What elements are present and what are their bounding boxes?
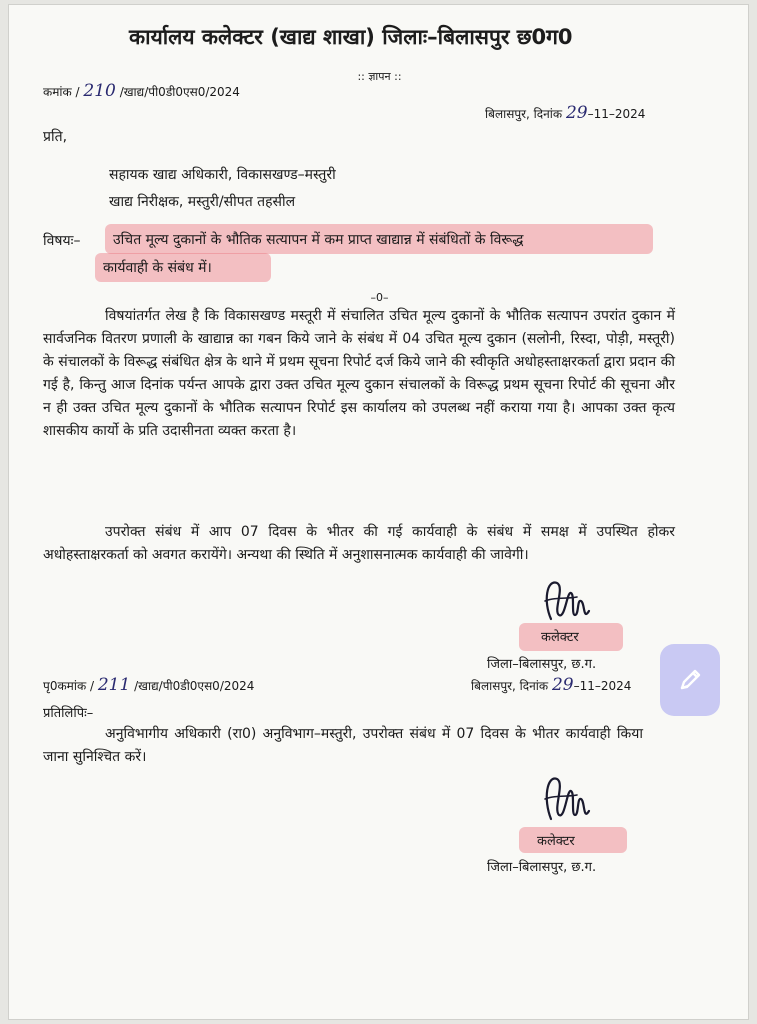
signature-1-title: कलेक्टर xyxy=(541,630,579,645)
reference-suffix: /खाद्य/पी0डी0एस0/2024 xyxy=(119,85,240,99)
office-title: कार्यालय कलेक्टर (खाद्य शाखा) जिलाः–बिलासपुर छ0ग0 xyxy=(129,25,573,49)
addressee-label: प्रति, xyxy=(43,129,68,145)
date-handwritten-day: 29 xyxy=(565,103,588,123)
pencil-icon xyxy=(675,665,705,695)
date-prefix: बिलासपुर, दिनांक xyxy=(485,107,563,121)
reference-prefix: कमांक xyxy=(43,85,72,99)
reference-date xyxy=(485,103,645,123)
body-paragraph-1: विषयांतर्गत लेख है कि विकासखण्ड मस्तूरी में संचालित उचित मूल्य दुकानों के भौतिक सत्यापन उपरांत दुकान में सार्वजनिक वितरण प्रणाली के खाद्यान्न का गबन किये जाने के संबंध में 04 उचित मूल्य दुकान (सलोनी, रिस्दा, पोड़ी, मस्तूरी) के संचालकों के विरूद्ध संबंधित क्षेत्र के थाने में प्रथम सूचना रिपोर्ट दर्ज किये जाने की स्वीकृति अधोहस्ताक्षरकर्ता द्वारा प्रदान की गई है, किन्तु आज दिनांक पर्यन्त आपके द्वारा उक्त उचित मूल्य दुकान संचालकों के विरूद्ध प्रथम सूचना रिपोर्ट की सूचना और न ही उक्त उचित मूल्य दुकानों के भौतिक सत्यापन रिपोर्ट इस कार्यालय को उपलब्ध नहीं कराया गया है। आपका उक्त कृत्य शासकीय कार्यो के प्रति उदासीनता व्यक्त करता है। xyxy=(43,308,675,439)
reference-number: कमांक / 210 /खाद्य/पी0डी0एस0/2024 xyxy=(43,81,240,101)
copy-date-prefix: बिलासपुर, दिनांक xyxy=(471,679,549,693)
section-divider: –0– xyxy=(370,291,389,304)
copy-date-rest: –11–2024 xyxy=(573,679,632,693)
memo-label: :: ज्ञापन :: xyxy=(357,70,402,83)
subject-label: विषयः– xyxy=(43,233,81,249)
copy-reference-prefix: पृ0कमांक xyxy=(43,679,87,693)
subject-line-2: कार्यवाही के संबंध में। xyxy=(103,260,212,276)
copy-date-handwritten-day: 29 xyxy=(551,675,574,695)
copy-reference-number: पृ0कमांक / 211 /खाद्य/पी0डी0एस0/2024 xyxy=(43,675,255,695)
copy-reference-date xyxy=(471,675,631,695)
signature-2 xyxy=(537,769,597,829)
document-page xyxy=(8,4,749,1020)
addressee-line-2: खाद्य निरीक्षक, मस्तुरी/सीपत तहसील xyxy=(109,194,296,210)
edit-button[interactable] xyxy=(660,644,720,716)
signature-1-place: जिला–बिलासपुर, छ.ग. xyxy=(487,657,597,672)
addressee-line-1: सहायक खाद्य अधिकारी, विकासखण्ड–मस्तुरी xyxy=(109,167,336,183)
copy-reference-handwritten-number: 211 xyxy=(97,675,131,695)
signature-2-place: जिला–बिलासपुर, छ.ग. xyxy=(487,860,597,875)
reference-handwritten-number: 210 xyxy=(83,81,116,101)
date-rest: –11–2024 xyxy=(587,107,646,121)
signature-1 xyxy=(537,571,597,629)
signature-2-title: कलेक्टर xyxy=(537,834,575,849)
copy-label: प्रतिलिपिः– xyxy=(43,706,94,721)
body-paragraph-2: उपरोक्त संबंध में आप 07 दिवस के भीतर की गई कार्यवाही के संबंध में समक्ष में उपस्थित होकर अधोहस्ताक्षरकर्ता को अवगत करायेंगे। अन्यथा की स्थिति में अनुशासनात्मक कार्यवाही की जावेगी। xyxy=(43,524,675,563)
copy-reference-suffix: /खाद्य/पी0डी0एस0/2024 xyxy=(134,679,255,693)
subject-line-1: उचित मूल्य दुकानों के भौतिक सत्यापन में कम प्राप्त खाद्यान्न में संबंधितों के विरूद्ध xyxy=(113,232,524,248)
copy-text: अनुविभागीय अधिकारी (रा0) अनुविभाग–मस्तुरी, उपरोक्त संबंध में 07 दिवस के भीतर कार्यवाही किया जाना सुनिश्चित करें। xyxy=(43,726,643,765)
